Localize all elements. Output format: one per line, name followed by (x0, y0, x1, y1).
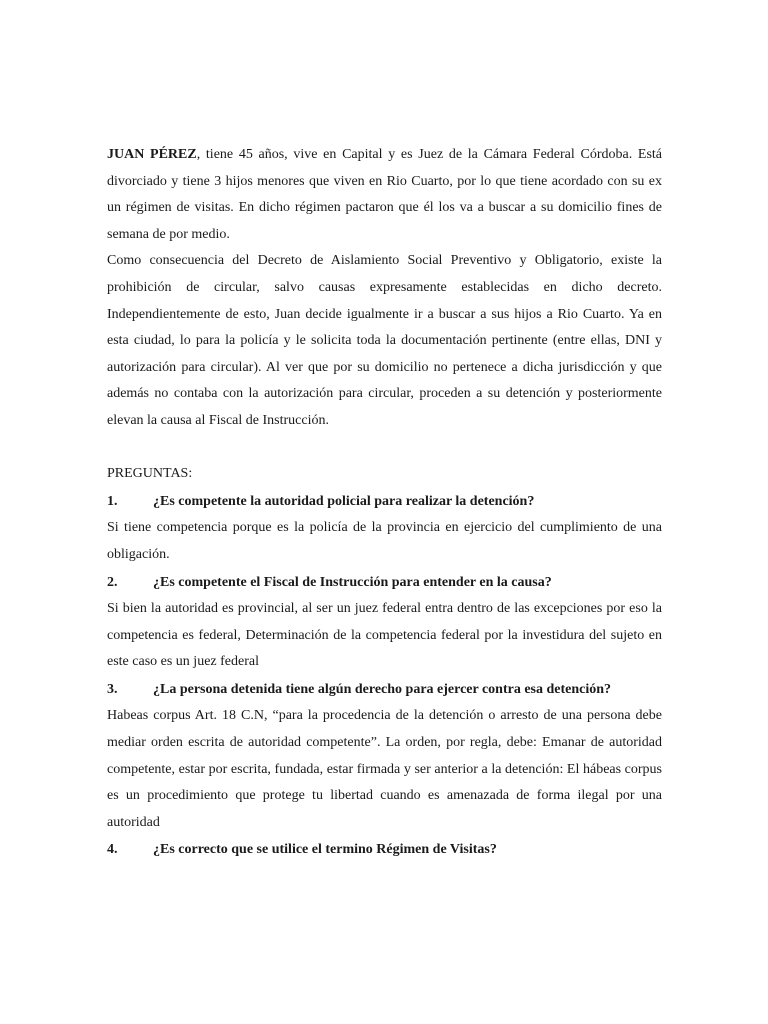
answer-3: Habeas corpus Art. 18 C.N, “para la procedencia de la detención o arresto de una persona debe mediar orden escrita de autoridad competente”. La orden, por regla, debe: Emanar de autoridad competente, estar por escrita, fundada, estar firmada y ser anterior a la detención: El hábeas corpus es un procedimiento que protege tu libertad cuando es amenazada de forma ilegal por una autoridad (107, 708, 662, 830)
question-text: ¿Es competente el Fiscal de Instrucción para entender en la causa? (153, 574, 552, 590)
answer-2: Si bien la autoridad es provincial, al ser un juez federal entra dentro de las excepciones por eso la competencia es federal, Determinación de la competencia federal por la investidura del sujeto en este caso es un juez federal (107, 601, 662, 670)
question-text: ¿Es competente la autoridad policial para realizar la detención? (153, 493, 535, 509)
question-number: 1. (107, 493, 118, 509)
question-text: ¿La persona detenida tiene algún derecho para ejercer contra esa detención? (153, 681, 612, 697)
question-text: ¿Es correcto que se utilice el termino Régimen de Visitas? (153, 842, 497, 858)
question-number: 2. (107, 574, 118, 590)
question-1 (107, 489, 662, 516)
question-3 (107, 677, 662, 704)
answer-1: Si tiene competencia porque es la policía de la provincia en ejercicio del cumplimiento de una obligación. (107, 520, 662, 562)
questions-heading: PREGUNTAS: (107, 466, 193, 482)
intro-paragraph-1-text: , tiene 45 años, vive en Capital y es Juez de la Cámara Federal Córdoba. Está divorciado y tiene 3 hijos menores que viven en Rio Cuarto, por lo que tiene acordado con su ex un régimen de visitas. En dicho régimen pactaron que él los va a buscar a su domicilio fines de semana de por medio. (107, 147, 662, 242)
question-2 (107, 570, 662, 597)
intro-paragraph-2: Como consecuencia del Decreto de Aislamiento Social Preventivo y Obligatorio, existe la prohibición de circular, salvo causas expresamente establecidas en dicho decreto. Independientemente de esto, Juan decide igualmente ir a buscar a sus hijos a Rio Cuarto. Ya en esta ciudad, lo para la policía y le solicita toda la documentación pertinente (entre ellas, DNI y autorización para circular). Al ver que por su domicilio no pertenece a dicha jurisdicción y que además no contaba con la autorización para circular, proceden a su detención y posteriormente elevan la causa al Fiscal de Instrucción. (107, 253, 662, 428)
blank-line (107, 435, 662, 462)
person-name: JUAN PÉREZ (107, 147, 197, 162)
intro-paragraph-1 (107, 142, 662, 248)
question-number: 4. (107, 842, 118, 858)
question-number: 3. (107, 681, 118, 697)
question-4 (107, 837, 662, 864)
